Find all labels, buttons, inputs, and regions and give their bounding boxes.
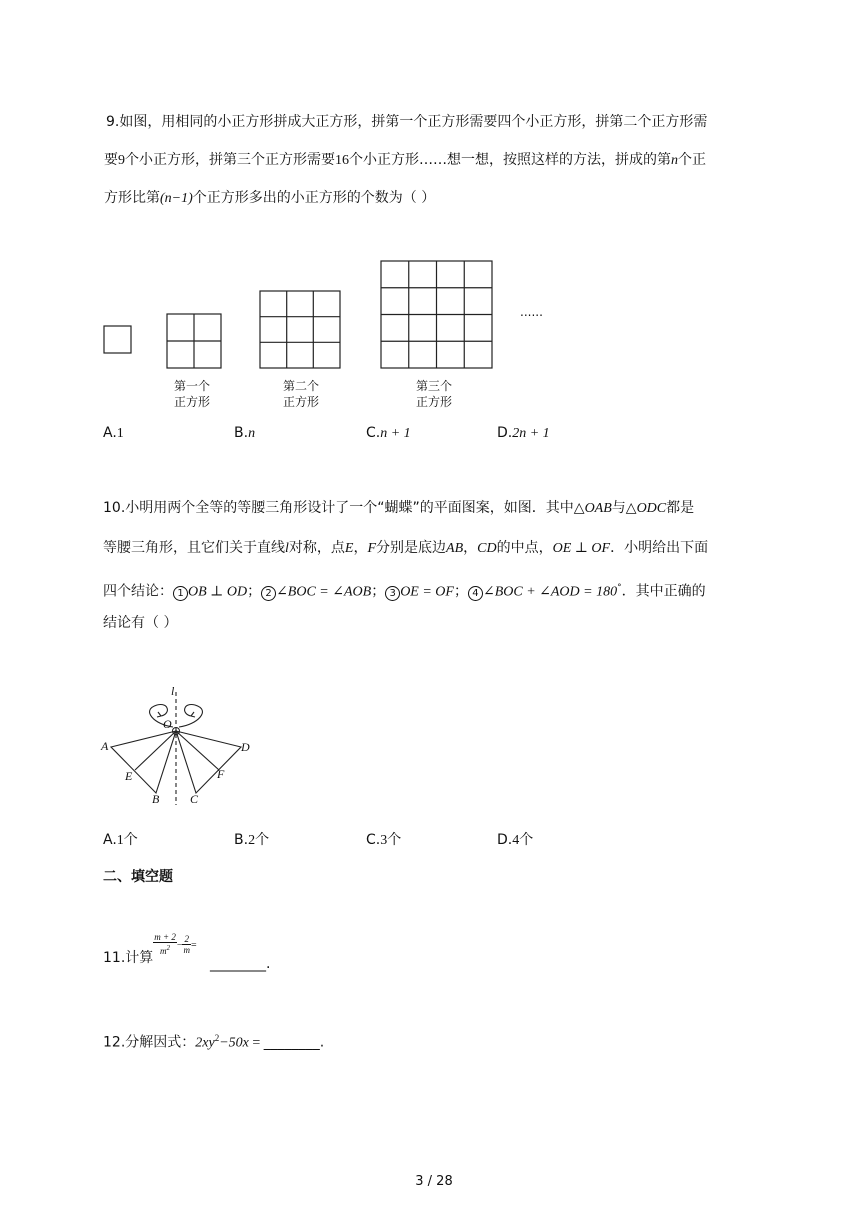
q10-option-a[interactable]: A.1个 bbox=[103, 832, 138, 848]
q9-option-d[interactable]: D.2n + 1 bbox=[497, 425, 550, 441]
q12-answer-blank[interactable]: ________ bbox=[263, 1034, 320, 1051]
q11-answer-blank[interactable]: ________. bbox=[210, 956, 271, 972]
page-number: 3 / 28 bbox=[415, 1174, 453, 1189]
q11-line: 11.计算 $\frac{m + 2}{m^2}$ − $\frac{2}{m}$ = bbox=[103, 932, 197, 966]
q9-ellipsis: ...... bbox=[520, 305, 543, 319]
q12-line: 12.分解因式：$2xy^2-50x$ = ________. bbox=[103, 1033, 325, 1051]
label-a: A bbox=[101, 739, 109, 753]
caption-third-1: 第三个 bbox=[415, 379, 452, 393]
label-d: D bbox=[241, 740, 250, 754]
caption-first-2: 正方形 bbox=[173, 395, 210, 409]
grid-3x3 bbox=[260, 291, 340, 368]
q9-line-2: 要9个小正方形，拼第三个正方形需要16个小正方形……想一想，按照这样的方法，拼成的第n个正 bbox=[104, 152, 706, 168]
caption-second-1: 第二个 bbox=[282, 379, 319, 393]
q10-line-1: 10.小明用两个全等的等腰三角形设计了一个“蝴蝶”的平面图案，如图．其中△OAB与△ODC都是 bbox=[103, 500, 695, 516]
q9-squares-figure bbox=[95, 255, 555, 375]
q10-option-d[interactable]: D.4个 bbox=[497, 832, 534, 848]
fraction-2: $\frac{2}{m}$ bbox=[183, 933, 190, 955]
label-o: O bbox=[163, 717, 172, 731]
butterfly-figure bbox=[95, 680, 265, 810]
grid-2x2 bbox=[167, 314, 221, 368]
circled-4: 4 bbox=[468, 586, 483, 601]
label-l: l bbox=[171, 684, 175, 698]
q9-option-c[interactable]: C.n + 1 bbox=[366, 425, 411, 441]
single-square bbox=[104, 326, 131, 353]
circled-1: 1 bbox=[173, 586, 188, 601]
q10-option-b[interactable]: B.2个 bbox=[234, 832, 270, 848]
q10-option-c[interactable]: C.3个 bbox=[366, 832, 402, 848]
section-heading-fill-in: 二、填空题 bbox=[103, 869, 173, 885]
circled-2: 2 bbox=[261, 586, 276, 601]
label-b: B bbox=[152, 792, 160, 806]
q9-line-1: 9.如图，用相同的小正方形拼成大正方形，拼第一个正方形需要四个小正方形，拼第二个正方形需 bbox=[106, 114, 708, 130]
grid-4x4 bbox=[381, 261, 492, 368]
q10-line-2: 等腰三角形，且它们关于直线l对称，点E，F分别是底边AB，CD的中点，OE ⊥ OF．小明给出下面 bbox=[103, 540, 709, 556]
caption-first-1: 第一个 bbox=[173, 379, 210, 393]
q9-line-3: 方形比第(n−1)个正方形多出的小正方形的个数为（ ） bbox=[104, 190, 436, 206]
q10-line-3: 四个结论： 1 OB ⊥ OD； 2 ∠BOC = ∠AOB； 3 OE = OF； 4 ∠BOC + ∠AOD = 180°．其中正确的 bbox=[103, 583, 706, 600]
label-e: E bbox=[125, 769, 133, 783]
caption-second-2: 正方形 bbox=[282, 395, 319, 409]
q9-option-b[interactable]: B.n bbox=[234, 425, 256, 441]
caption-third-2: 正方形 bbox=[415, 395, 452, 409]
q9-option-a[interactable]: A.1 bbox=[103, 425, 124, 441]
label-c: C bbox=[190, 792, 199, 806]
fraction-1: $\frac{m + 2}{m^2}$ bbox=[154, 932, 176, 956]
label-f: F bbox=[217, 767, 225, 781]
q10-line-4: 结论有（ ） bbox=[103, 615, 178, 631]
circled-3: 3 bbox=[385, 586, 400, 601]
